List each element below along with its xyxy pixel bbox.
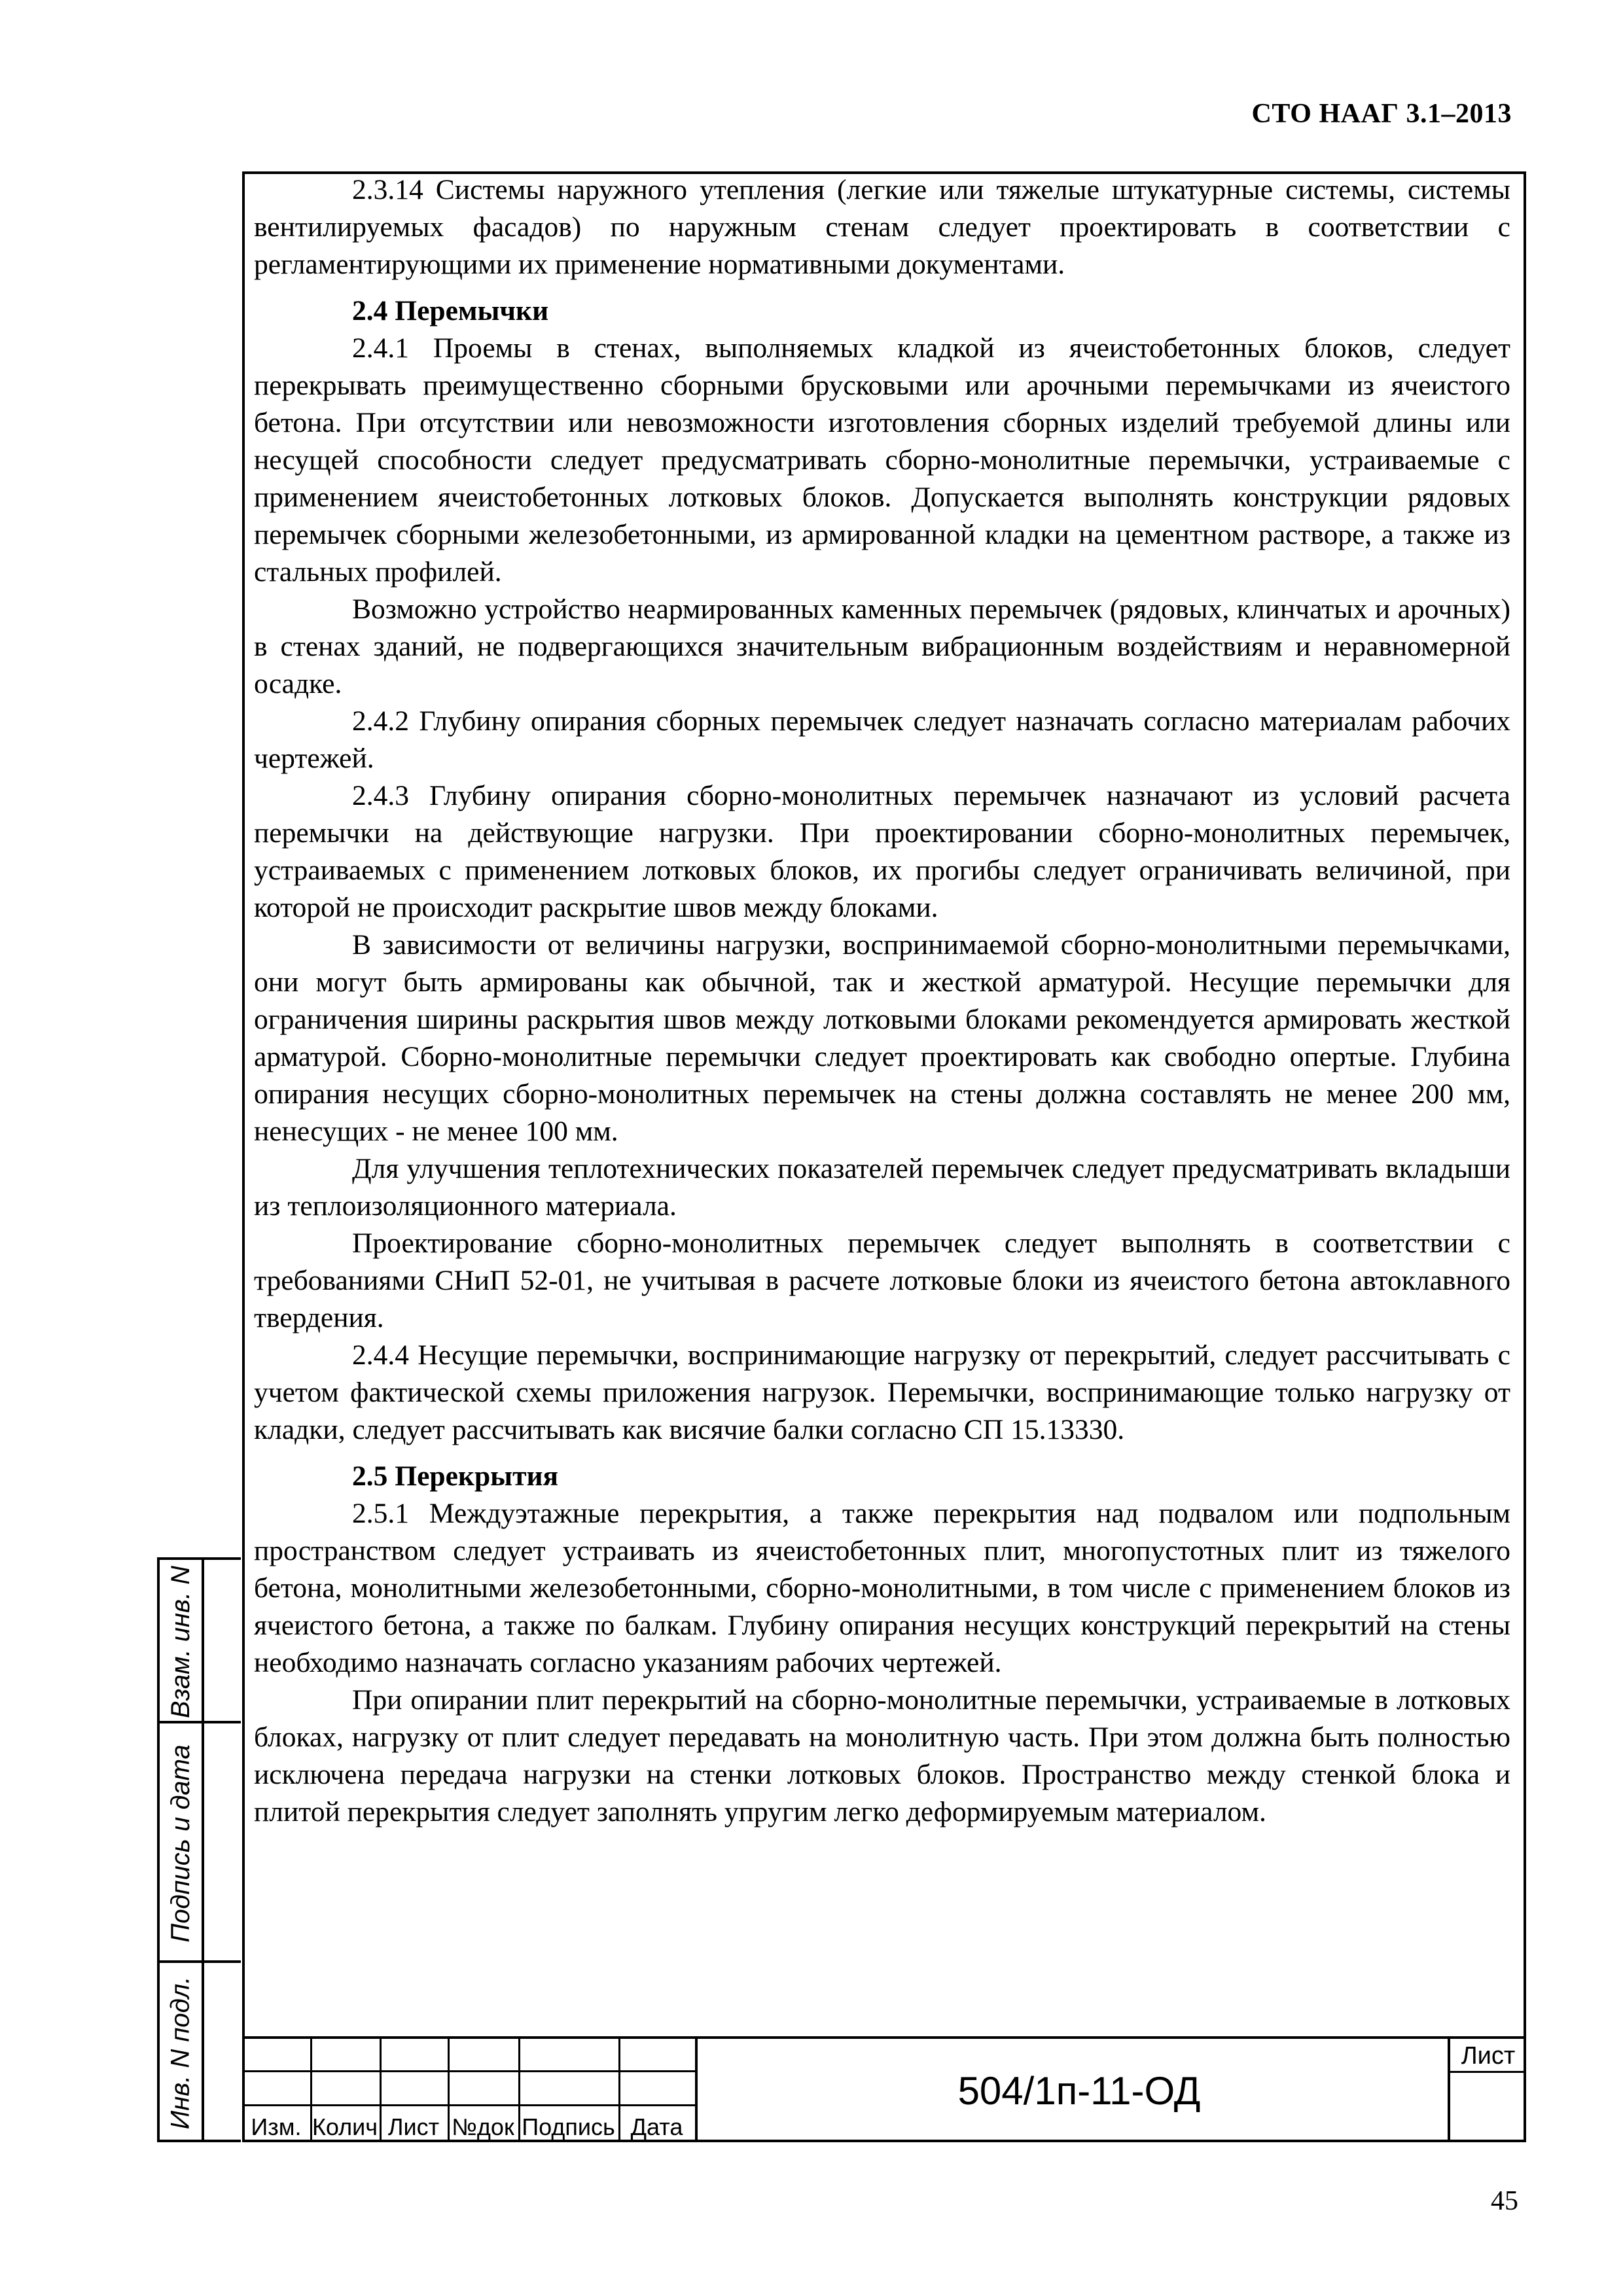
document-standard-header: СТО НААГ 3.1–2013 [1251,99,1512,129]
side-label-podpis-data: Подпись и дата [166,1744,195,1943]
document-body [254,171,1510,1831]
title-block-label-data: Дата [630,2113,683,2140]
title-block [242,2036,1526,2142]
side-stamp [157,1557,241,2142]
paragraph-2-4-3-reinforcement: В зависимости от величины нагрузки, воспринимаемой сборно-монолитными перемычками, они могут быть армированы как обычной, так и жесткой арматурой. Несущие перемычки для ограничения ширины раскрытия швов между лотковыми блоками рекомендуется армировать жесткой арматурой. Сборно-монолитные перемычки следует проектировать как свободно опертые. Глубина опирания несущих сборно-монолитных перемычек на стены должна составлять не менее 200 мм, ненесущих - не менее 100 мм. [254,929,1510,1147]
paragraph-2-4-1-continued: Возможно устройство неармированных каменных перемычек (рядовых, клинчатых и арочных) в стенах зданий, не подвергающихся значительным вибрационным воздействиям и неравномерной осадке. [254,593,1510,699]
side-label-vzam-inv: Взам. инв. N [166,1565,195,1718]
title-block-label-ndok: №док [452,2113,514,2140]
page-number: 45 [1491,2186,1518,2216]
paragraph-2-4-3: 2.4.3 Глубину опирания сборно-монолитных перемычек назначают из условий расчета перемычки на действующие нагрузки. При проектировании сборно-монолитных перемычек, устраиваемых с применением лотковых блоков, их прогибы следует ограничивать величиной, при которой не происходит раскрытие швов между блоками. [254,780,1510,923]
paragraph-2-4-2: 2.4.2 Глубину опирания сборных перемычек следует назначать согласно материалам рабочих чертежей. [254,705,1510,774]
title-block-sheet-label: Лист [1450,2039,1526,2073]
title-block-sheet-cell [1448,2039,1526,2142]
side-label-inv-podl: Инв. N подл. [166,1976,195,2129]
paragraph-2-5-1: 2.5.1 Междуэтажные перекрытия, а также перекрытия над подвалом или подпольным пространством следует устраивать из ячеистобетонных плит, многопустотных плит из тяжелого бетона, монолитными железобетонными, сборно-монолитными, в том числе с применением блоков из ячеистого бетона, а также по балкам. Глубину опирания несущих конструкций перекрытий на стены необходимо назначать согласно указаниям рабочих чертежей. [254,1498,1510,1678]
title-block-label-list: Лист [387,2113,440,2140]
paragraph-2-4-3-design: Проектирование сборно-монолитных перемычек следует выполнять в соответствии с требованиями СНиП 52-01, не учитывая в расчете лотковые блоки из ячеистого бетона автоклавного твердения. [254,1227,1510,1333]
side-stamp-value-column [202,1560,241,2140]
paragraph-2-5-1-continued: При опирании плит перекрытий на сборно-монолитные перемычки, устраиваемые в лотковых блоках, нагрузку от плит следует передавать на монолитную часть. При этом должна быть полностью исключена передача нагрузки на стенки лотковых блоков. Пространство между стенкой блока и плитой перекрытия следует заполнять упругим легко деформируемым материалом. [254,1684,1510,1828]
paragraph-2-3-14: 2.3.14 Системы наружного утепления (легкие или тяжелые штукатурные системы, системы вентилируемых фасадов) по наружным стенам следует проектировать в соответствии с регламентирующими их применение нормативными документами. [254,174,1510,280]
side-cell-divider [160,1560,202,1723]
paragraph-2-4-1: 2.4.1 Проемы в стенах, выполняемых кладкой из ячеистобетонных блоков, следует перекрывать преимущественно сборными брусковыми или арочными перемычками из ячеистого бетона. При отсутствии или невозможности изготовления сборных изделий требуемой длины или несущей способности следует предусматривать сборно-монолитные перемычки, устраиваемые с применением ячеистобетонных лотковых блоков. Допускается выполнять конструкции рядовых перемычек сборными железобетонными, из армированной кладки на цементном растворе, а также из стальных профилей. [254,332,1510,588]
section-heading-2-5: 2.5 Перекрытия [352,1460,559,1492]
title-block-label-podpis: Подпись [522,2113,615,2140]
title-block-revision-table [242,2039,695,2142]
side-cell-divider [160,1723,202,1963]
title-block-label-izm: Изм. [251,2113,302,2140]
paragraph-2-4-3-insulation: Для улучшения теплотехнических показателей перемычек следует предусматривать вкладыши из теплоизоляционного материала. [254,1153,1510,1222]
title-block-label-kolich: Колич [312,2113,378,2140]
section-heading-2-4: 2.4 Перемычки [352,295,549,327]
paragraph-2-4-4: 2.4.4 Несущие перемычки, воспринимающие нагрузку от перекрытий, следует рассчитывать с учетом фактической схемы приложения нагрузок. Перемычки, воспринимающие только нагрузку от кладки, следует рассчитывать как висячие балки согласно СП 15.13330. [254,1339,1510,1445]
document-code: 504/1п-11-ОД [695,2039,1461,2142]
